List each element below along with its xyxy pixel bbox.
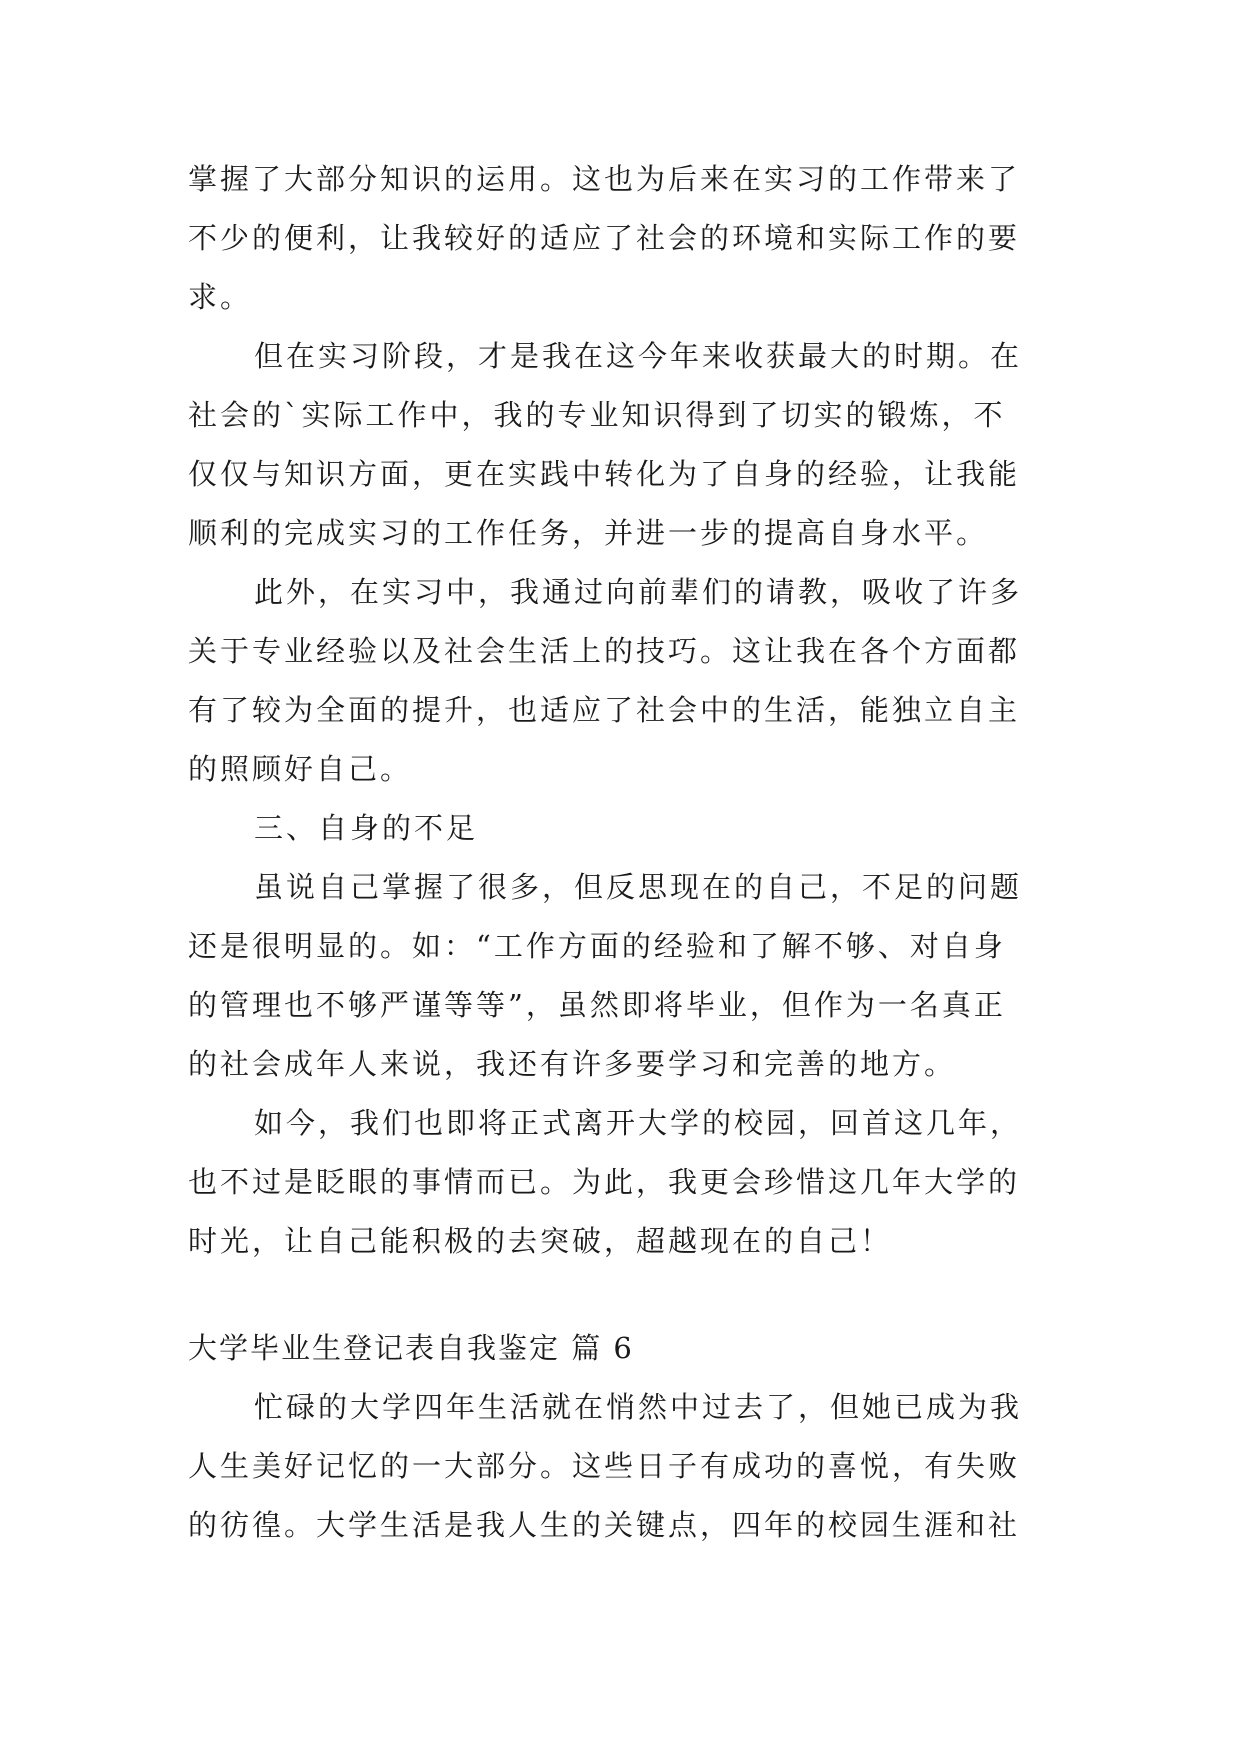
text-line: 也不过是眨眼的事情而已。为此，我更会珍惜这几年大学的 <box>188 1165 1021 1199</box>
document-body <box>188 150 1058 1271</box>
article-title: 大学毕业生登记表自我鉴定 篇 6 <box>188 1331 634 1365</box>
text-line: 的彷徨。大学生活是我人生的关键点，四年的校园生涯和社 <box>188 1508 1021 1542</box>
text-line: 虽说自己掌握了很多，但反思现在的自己，不足的问题 <box>254 870 1023 904</box>
text-line: 关于专业经验以及社会生活上的技巧。这让我在各个方面都 <box>188 634 1021 668</box>
text-line: 人生美好记忆的一大部分。这些日子有成功的喜悦，有失败 <box>188 1449 1021 1483</box>
text-line: 但在实习阶段，才是我在这今年来收获最大的时期。在 <box>254 339 1023 373</box>
paragraph-article-6-intro <box>188 1378 1058 1555</box>
paragraph-internship <box>188 327 1058 563</box>
text-line: 的管理也不够严谨等等”，虽然即将毕业，但作为一名真正 <box>188 988 1006 1022</box>
text-line: 不少的便利，让我较好的适应了社会的环境和实际工作的要 <box>188 221 1021 255</box>
paragraph-shortcomings <box>188 858 1058 1094</box>
text-line: 的照顾好自己。 <box>188 752 413 786</box>
text-line: 社会的`实际工作中，我的专业知识得到了切实的锻炼，不 <box>188 398 1006 432</box>
text-line: 还是很明显的。如：“工作方面的经验和了解不够、对自身 <box>188 929 1006 963</box>
text-line: 的社会成年人来说，我还有许多要学习和完善的地方。 <box>188 1047 957 1081</box>
text-line: 求。 <box>188 280 253 314</box>
text-line: 仅仅与知识方面，更在实践中转化为了自身的经验，让我能 <box>188 457 1021 491</box>
paragraph-learning <box>188 563 1058 799</box>
section-heading-shortcomings: 三、自身的不足 <box>254 811 479 845</box>
article-6-body <box>188 1378 1058 1555</box>
text-line: 如今，我们也即将正式离开大学的校园，回首这几年， <box>254 1106 1023 1140</box>
text-line: 有了较为全面的提升，也适应了社会中的生活，能独立自主 <box>188 693 1021 727</box>
text-line: 时光，让自己能积极的去突破，超越现在的自己！ <box>188 1224 893 1258</box>
text-line: 此外，在实习中，我通过向前辈们的请教，吸收了许多 <box>254 575 1023 609</box>
text-line: 顺利的完成实习的工作任务，并进一步的提高自身水平。 <box>188 516 989 550</box>
text-line: 忙碌的大学四年生活就在悄然中过去了，但她已成为我 <box>254 1390 1023 1424</box>
text-line: 掌握了大部分知识的运用。这也为后来在实习的工作带来了 <box>188 162 1021 196</box>
paragraph-closing <box>188 1094 1058 1271</box>
paragraph-continuation <box>188 150 1058 327</box>
